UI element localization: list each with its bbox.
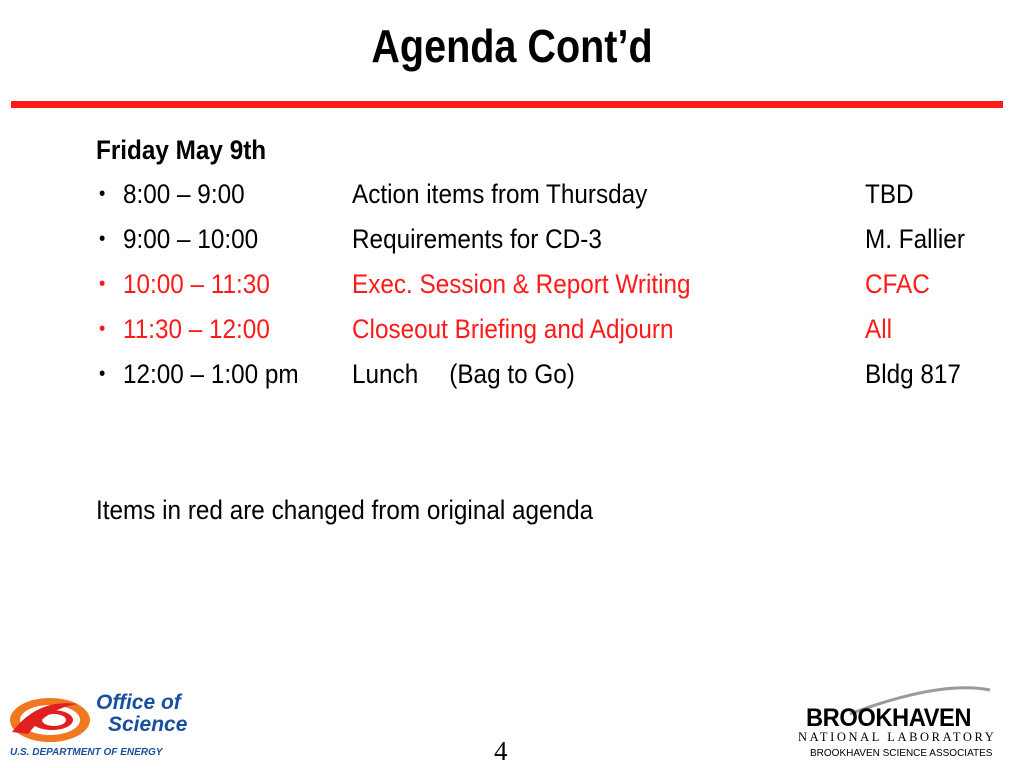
brookhaven-associates-text: BROOKHAVEN SCIENCE ASSOCIATES [810,748,993,759]
bullet-icon: • [99,318,106,340]
agenda-description: Closeout Briefing and Adjourn [352,314,674,344]
agenda-list [96,176,996,401]
doe-swirl-icon [8,694,94,750]
agenda-time: 12:00 – 1:00 pm [123,359,299,389]
doe-logo-line2: Science [108,713,188,736]
agenda-description: Exec. Session & Report Writing [352,269,691,299]
agenda-item [96,266,996,311]
bullet-icon: • [99,228,106,250]
agenda-presenter: M. Fallier [865,224,965,254]
brookhaven-lab-text: NATIONAL LABORATORY [798,730,997,744]
page-number: 4 [494,736,508,766]
agenda-item [96,176,996,221]
brookhaven-name: BROOKHAVEN [806,704,972,732]
day-heading: Friday May 9th [96,135,267,165]
agenda-time: 8:00 – 9:00 [123,179,245,209]
agenda-time: 11:30 – 12:00 [123,314,270,344]
agenda-presenter: CFAC [865,269,930,299]
agenda-item [96,356,996,401]
agenda-presenter: TBD [865,179,914,209]
doe-office-of-science-logo [8,691,220,760]
bullet-icon: • [99,183,106,205]
agenda-note: Items in red are changed from original agenda [96,495,594,525]
agenda-description: Requirements for CD-3 [352,224,602,254]
title-divider [11,101,1003,108]
agenda-item [96,311,996,356]
agenda-time: 10:00 – 11:30 [123,269,270,299]
brookhaven-logo [790,686,1020,764]
bullet-icon: • [99,273,106,295]
bullet-icon: • [99,363,106,385]
agenda-time: 9:00 – 10:00 [123,224,259,254]
agenda-item [96,221,996,266]
doe-logo-text [96,692,187,736]
agenda-description: Action items from Thursday [352,179,648,209]
agenda-presenter: All [865,314,893,344]
doe-logo-line1: Office of [96,691,181,714]
agenda-description: Lunch (Bag to Go) [352,359,575,389]
slide-title: Agenda Cont’d [371,20,653,72]
agenda-presenter: Bldg 817 [865,359,961,389]
doe-logo-subtitle: U.S. DEPARTMENT OF ENERGY [10,747,163,758]
